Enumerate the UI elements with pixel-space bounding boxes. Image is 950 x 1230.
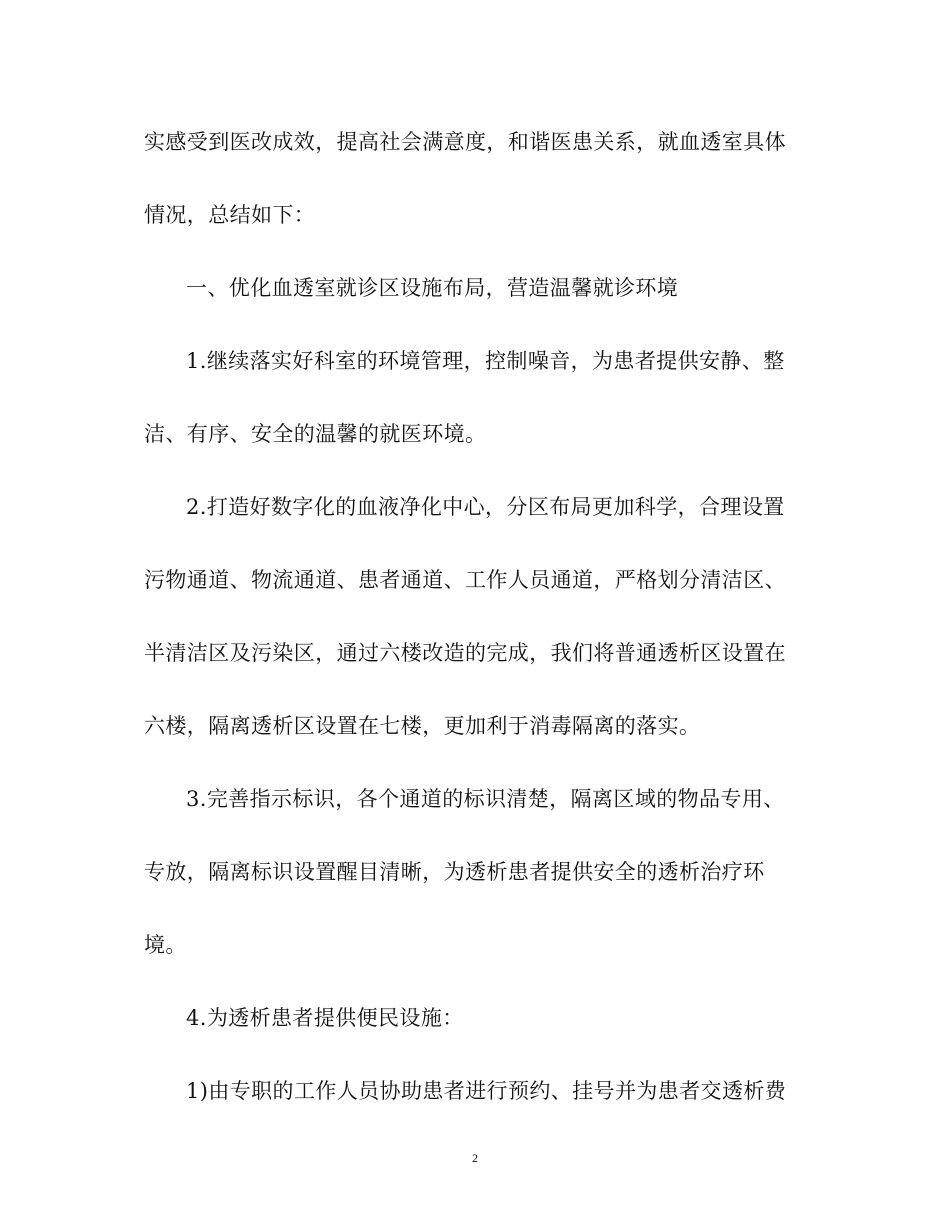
- list-item-text: 3.完善指示标识，各个通道的标识清楚，隔离区域的物品专用、: [186, 787, 785, 811]
- body-text-line: 情况，总结如下：: [144, 203, 316, 227]
- body-text-line: 六楼，隔离透析区设置在七楼，更加利于消毒隔离的落实。: [144, 714, 701, 738]
- sub-list-item-text: 1)由专职的工作人员协助患者进行预约、挂号并为患者交透析费: [186, 1079, 787, 1103]
- section-heading: 一、优化血透室就诊区设施布局，营造温馨就诊环境: [186, 276, 679, 300]
- list-item-text: 1.继续落实好科室的环境管理，控制噪音，为患者提供安静、整: [186, 349, 785, 373]
- page-number: 2: [472, 1151, 478, 1165]
- body-text-line: 境。: [144, 933, 187, 957]
- list-item-text: 2.打造好数字化的血液净化中心，分区布局更加科学，合理设置: [186, 495, 785, 519]
- body-text-line: 半清洁区及污染区，通过六楼改造的完成，我们将普通透析区设置在: [144, 641, 786, 665]
- body-text-line: 洁、有序、安全的温馨的就医环境。: [144, 422, 487, 446]
- body-text-line: 专放，隔离标识设置醒目清晰，为透析患者提供安全的透析治疗环: [144, 860, 765, 884]
- list-item-text: 4.为透析患者提供便民设施：: [186, 1006, 464, 1030]
- body-text-line: 污物通道、物流通道、患者通道、工作人员通道，严格划分清洁区、: [144, 568, 786, 592]
- body-text-line: 实感受到医改成效，提高社会满意度，和谐医患关系，就血透室具体: [144, 130, 786, 154]
